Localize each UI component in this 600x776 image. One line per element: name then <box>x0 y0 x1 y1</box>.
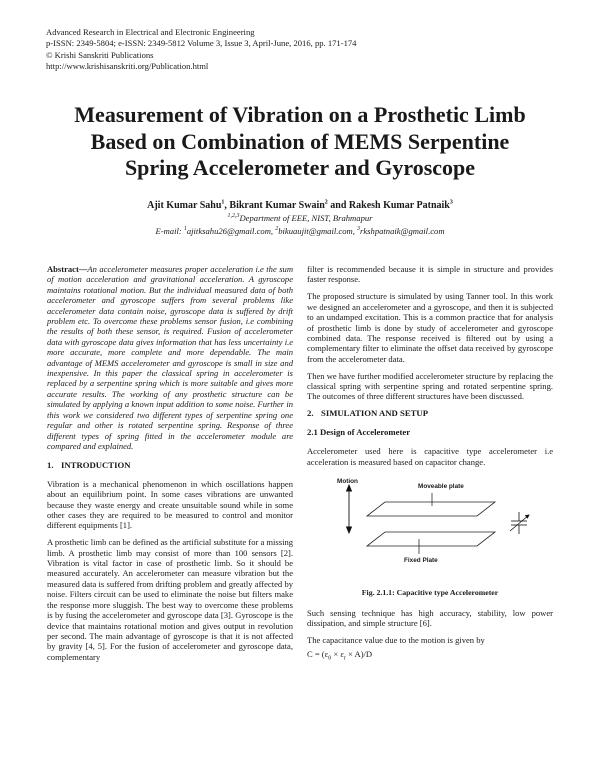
paper-title <box>30 102 570 182</box>
email-1[interactable]: ajitksahu26@gmail.com, <box>186 225 276 236</box>
author-1: Ajit Kumar Sahu <box>147 200 222 211</box>
left-column <box>47 264 293 669</box>
author-3-sup: 3 <box>449 199 453 206</box>
moveable-plate <box>367 502 495 516</box>
capacitive-accelerometer-figure <box>307 474 553 580</box>
affiliation-sup: 1,2,3 <box>227 213 240 220</box>
motion-arrow <box>347 485 352 533</box>
email-line <box>30 225 570 238</box>
moveable-plate-label: Moveable plate <box>418 482 464 490</box>
formula-sub: r <box>343 655 346 662</box>
formula-part: C = (ε <box>307 648 329 659</box>
variable-capacitor-icon <box>510 512 529 534</box>
section-2-heading <box>307 408 553 418</box>
author-separator: , <box>224 200 230 211</box>
title-line-2: Based on Combination of MEMS Serpentine <box>90 128 510 154</box>
right-column <box>307 264 553 662</box>
email-3-sup: 3 <box>357 225 361 232</box>
fixed-plate-label: Fixed Plate <box>404 556 438 564</box>
author-2-sup: 2 <box>324 199 328 206</box>
title-line-3: Spring Accelerometer and Gyroscope <box>124 155 476 181</box>
formula-sub: 0 <box>328 655 332 662</box>
right-paragraph-2: The proposed structure is simulated by using Tanner tool. In this work we designed an accelerometer and a gyroscope, and then it is subjected to an undamped excitation. This is a common practice that for analysis of prosthetic limb is done by study of accelerometer and gyroscope combined data. The response received is filtered out by using a complementary filter to eliminate the offset data received by gyroscope from the accelerometer data. <box>307 291 553 364</box>
email-3[interactable]: rkshpatnaik@gmail.com <box>360 225 445 236</box>
issn-line: p-ISSN: 2349-5804; e-ISSN: 2349-5812 Volume 3, Issue 3, April-June, 2016, pp. 171-174 <box>46 38 357 49</box>
figure-caption: Fig. 2.1.1: Capacitive type Accelerometer <box>361 587 499 597</box>
intro-paragraph-1: Vibration is a mechanical phenomenon in which oscillations happen about an equilibrium point. In some cases vibrations are unwanted because they waste energy and create unsuitable sound while in some other cases they are required to be measured to control and monitor different equipments [1]. <box>47 478 293 531</box>
section-1-title: INTRODUCTION <box>61 460 131 471</box>
author-list <box>30 200 570 211</box>
email-prefix: E-mail: <box>155 225 184 236</box>
email-2[interactable]: bikuaujit@gmail.com, <box>278 225 358 236</box>
department: Department of EEE, NIST, Brahmapur <box>239 213 373 223</box>
section-1-heading <box>47 460 293 470</box>
author-1-sup: 1 <box>221 199 225 206</box>
abstract-label: Abstract— <box>47 264 88 274</box>
right-paragraph-4: Accelerometer used here is capacitive type accelerometer i.e acceleration is measured based on capacitor change. <box>307 446 553 467</box>
motion-label: Motion <box>337 477 358 485</box>
abstract <box>47 264 293 451</box>
subsection-2-1-heading: 2.1 Design of Accelerometer <box>307 426 411 437</box>
journal-header <box>46 27 566 72</box>
title-line-1: Measurement of Vibration on a Prosthetic Limb <box>74 102 526 127</box>
capacitance-formula <box>307 648 553 662</box>
fixed-plate <box>367 532 495 546</box>
formula-part: × A)/D <box>345 648 373 659</box>
right-paragraph-1: filter is recommended because it is simple in structure and provides faster response. <box>307 264 553 285</box>
section-1-number: 1. <box>47 460 54 471</box>
abstract-text: An accelerometer measures proper acceleration i.e the sum of motion acceleration and gravitational acceleration. A gyroscope maintains rotational motion. But the individual measured data of both accelerometer and gyroscope suffers from several problems like accelerometer data contain noise, gyroscope data is suffered by drift problem etc. To overcome these problems sensor fusion, i.e combining the results of both these sensor, is required. Fusion of accelerometer data with gyroscope data gives information that has less uncertainty i.e more accurate, more complete and more dependable. The main advantage of MEMS accelerometer and gyroscope is small in size and inexpensive. In this paper the classical spring in accelerometer is replaced by a serpentine spring which is more suitable and gives more accurate results. The working of any prosthetic structure can be simulated by applying a known input addition to some noise. Further in this work we considered two different types of serpentine spring one regular and other is rotated serpentine spring. Response of three different types of spring fitted in the accelerometer module are compared and explained. <box>47 264 293 451</box>
formula-part: × ε <box>331 648 344 659</box>
right-paragraph-5: Such sensing technique has high accuracy, stability, low power dissipation, and simple structure [6]. <box>307 607 553 629</box>
email-1-sup: 1 <box>183 225 187 232</box>
section-2-title: SIMULATION AND SETUP <box>321 408 429 419</box>
author-2: Bikrant Kumar Swain <box>229 200 325 211</box>
affiliation <box>30 212 570 237</box>
section-2-number: 2. <box>307 408 314 419</box>
right-paragraph-6: The capacitance value due to the motion is given by <box>307 635 485 646</box>
intro-paragraph-2: A prosthetic limb can be defined as the artificial substitute for a missing limb. A prosthetic limb may consist of more than 100 sensors [2]. Vibration is vital factor in case of prosthetic limb. So it should be measured accurately. An accelerometer can measure vibration but the measured data is suffered from drifting problem and greatly affected by noise. Filters circuit can be used to eliminate the noise but filters make the response more sluggish. The best way to overcome these problems is by fusing the accelerometer and gyroscope data [3]. Gyroscope is the device that maintains rotational motion and gives output in revolution per second. The main advantage of gyroscope is that it is not affected by gravity [4, 5]. For the fusion of accelerometer and gyroscope data, complementary <box>47 537 293 662</box>
copyright-line: © Krishi Sanskriti Publications <box>46 49 154 60</box>
right-paragraph-3: Then we have further modified accelerometer structure by replacing the classical spring with serpentine spring and rotated serpentine spring. The outcomes of three different structures have been discussed. <box>307 370 553 402</box>
author-3: Rakesh Kumar Patnaik <box>348 200 450 211</box>
author-separator: and <box>327 200 349 211</box>
journal-name: Advanced Research in Electrical and Electronic Engineering <box>46 27 255 37</box>
email-2-sup: 2 <box>275 225 279 232</box>
publication-url[interactable]: http://www.krishisanskriti.org/Publication.html <box>46 60 209 71</box>
